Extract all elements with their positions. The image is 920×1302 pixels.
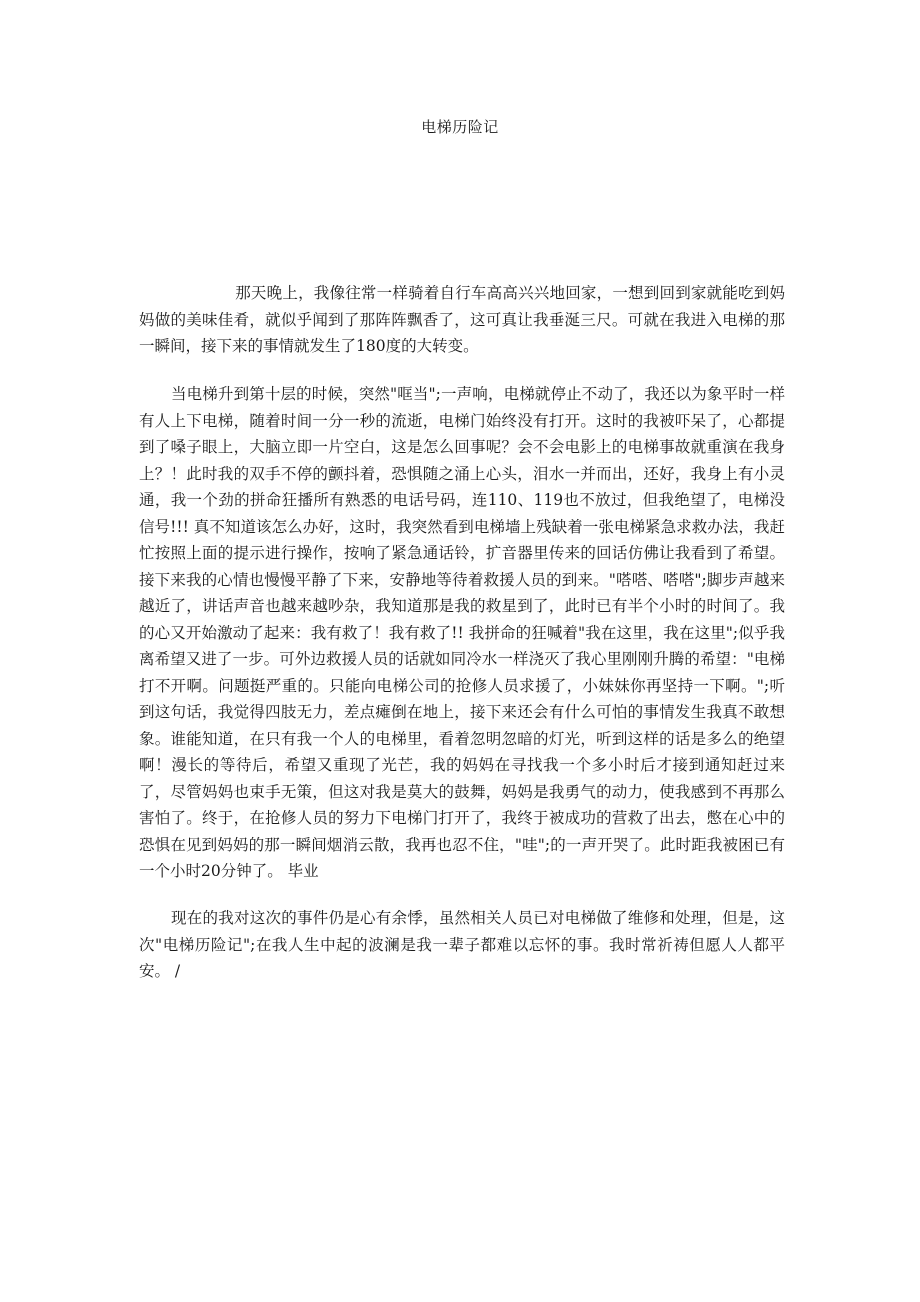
paragraph-1	[139, 280, 785, 360]
paragraph-2	[139, 381, 785, 885]
document-title: 电梯历险记	[421, 118, 499, 136]
paragraph-2-text: 当电梯升到第十层的时候，突然"哐当";一声响，电梯就停止不动了，我还以为象平时一样有人上下电梯，随着时间一分一秒的流逝，电梯门始终没有打开。这时的我被吓呆了，心都提到了嗓子眼上，大脑立即一片空白，这是怎么回事呢？会不会电影上的电梯事故就重演在我身上？！此时我的双手不停的颤抖着，恐惧随之涌上心头，泪水一并而出，还好，我身上有小灵通，我一个劲的拼命狂播所有熟悉的电话号码，连110、119也不放过，但我绝望了，电梯没信号!!! 真不知道该怎么办好，这时，我突然看到电梯墙上残缺着一张电梯紧急求救办法，我赶忙按照上面的提示进行操作，按响了紧急通话铃，扩音器里传来的回话仿佛让我看到了希望。接下来我的心情也慢慢平静了下来，安静地等待着救援人员的到来。"嗒嗒、嗒嗒";脚步声越来越近了，讲话声音也越来越吵杂，我知道那是我的救星到了，此时已有半个小时的时间了。我的心又开始激动了起来：我有救了！我有救了!! 我拼命的狂喊着"我在这里，我在这里";似乎我离希望又进了一步。可外边救援人员的话就如同冷水一样浇灭了我心里刚刚升腾的希望："电梯打不开啊。问题挺严重的。只能向电梯公司的抢修人员求援了，小妹妹你再坚持一下啊。";听到这句话，我觉得四肢无力，差点瘫倒在地上，接下来还会有什么可怕的事情发生我真不敢想象。谁能知道，在只有我一个人的电梯里，看着忽明忽暗的灯光，听到这样的话是多么的绝望啊！漫长的等待后，希望又重现了光芒，我的妈妈在寻找我一个多小时后才接到通知赶过来了，尽管妈妈也束手无策，但这对我是莫大的鼓舞，妈妈是我勇气的动力，使我感到不再那么害怕了。终于，在抢修人员的努力下电梯门打开了，我终于被成功的营救了出去，憋在心中的恐惧在见到妈妈的那一瞬间烟消云散，我再也忍不住，"哇";的一声开哭了。此时距我被困已有一个小时20分钟了。 毕业	[139, 385, 785, 880]
paragraph-1-text: 那天晚上，我像往常一样骑着自行车高高兴兴地回家，一想到回到家就能吃到妈妈做的美味佳肴，就似乎闻到了那阵阵飘香了，这可真让我垂涎三尺。可就在我进入电梯的那一瞬间，接下来的事情就发生了180度的大转变。	[139, 284, 785, 355]
paragraph-3	[139, 905, 785, 985]
paragraph-3-text: 现在的我对这次的事件仍是心有余悸，虽然相关人员已对电梯做了维修和处理，但是，这次"电梯历险记";在我人生中起的波澜是我一辈子都难以忘怀的事。我时常祈祷但愿人人都平安。 /	[139, 909, 785, 980]
